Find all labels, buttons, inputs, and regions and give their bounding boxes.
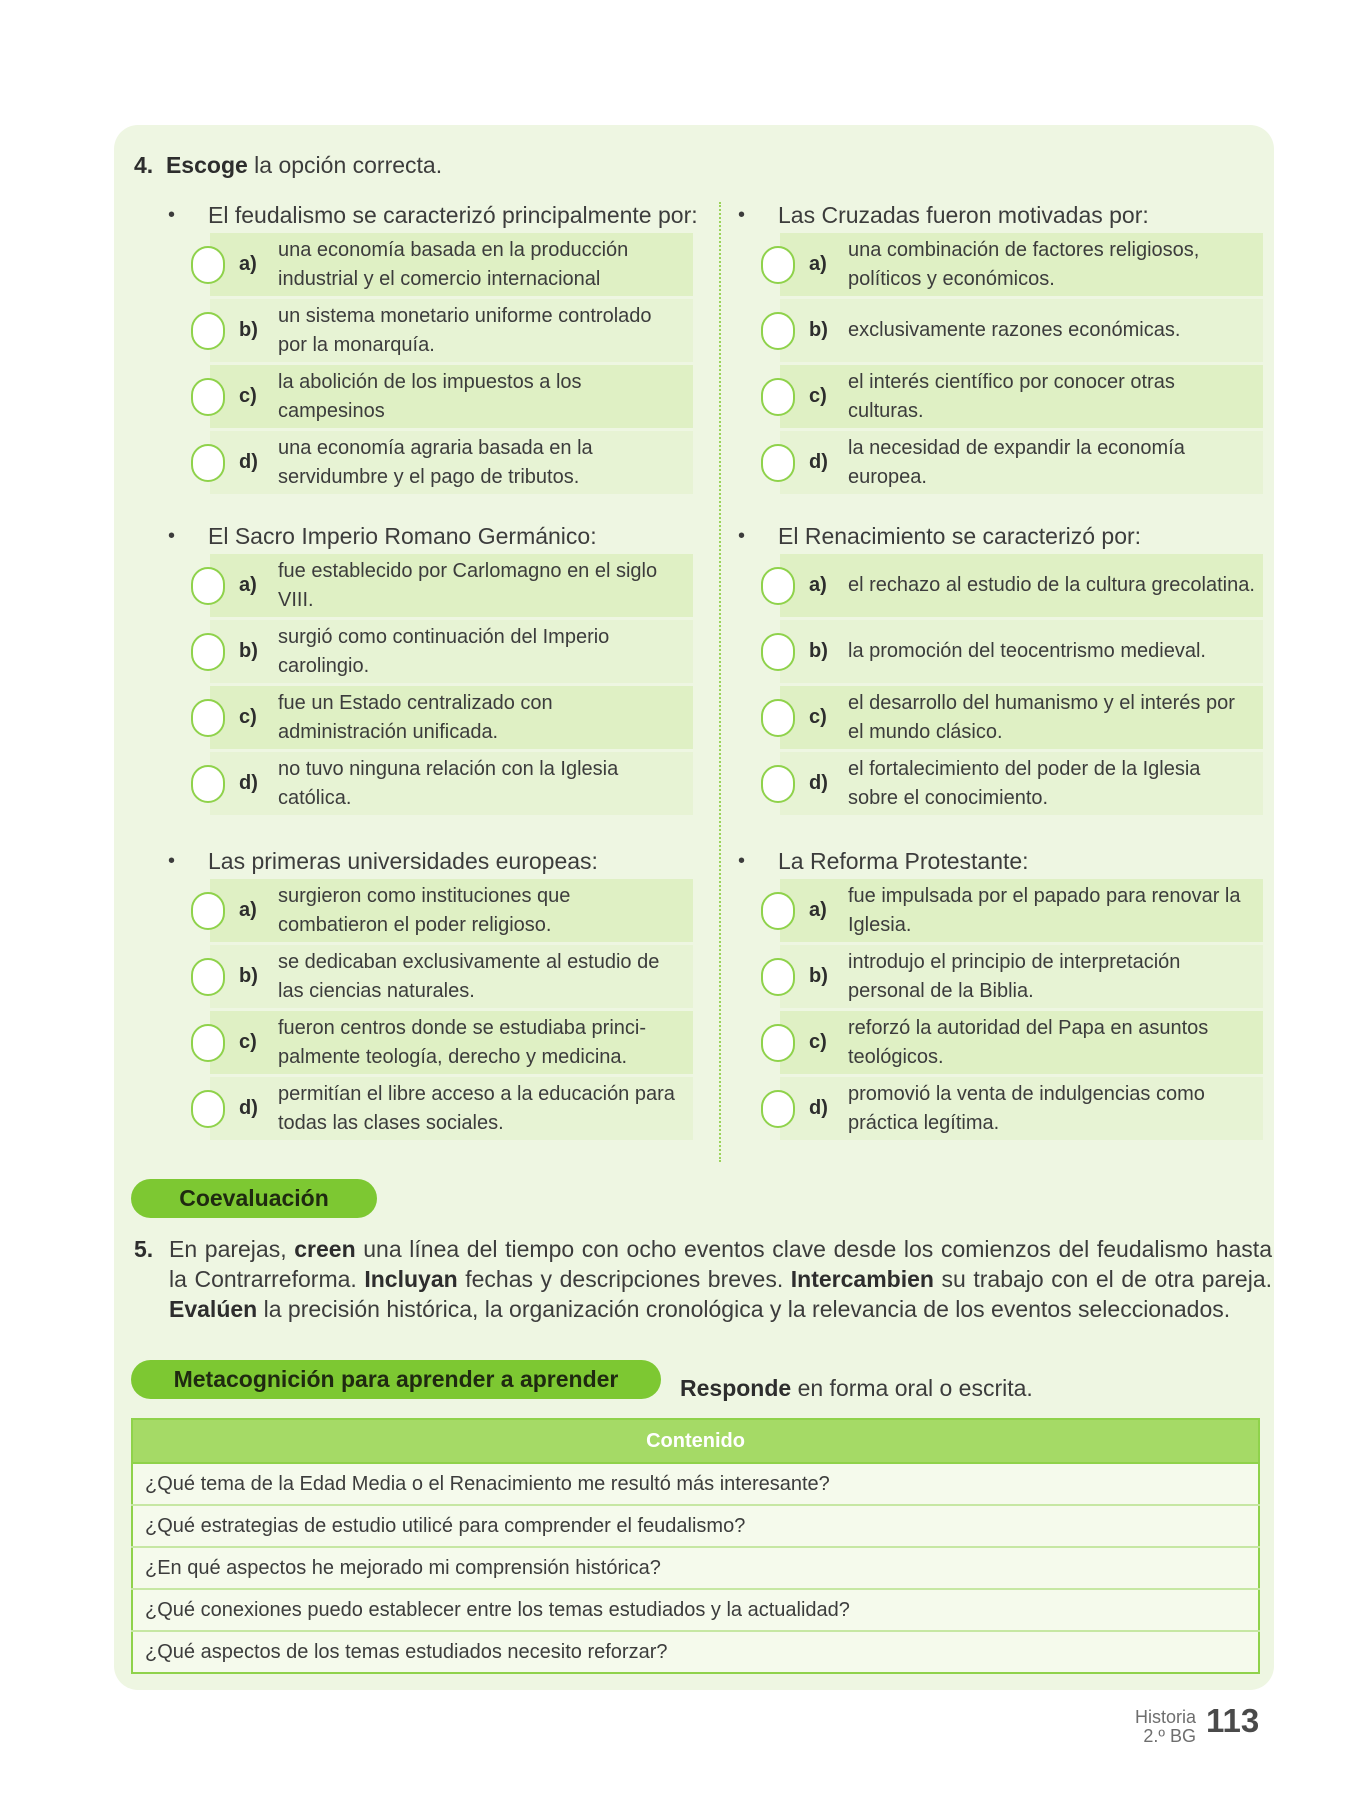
answer-checkbox[interactable] bbox=[761, 444, 795, 482]
question-stem-text: La Reforma Protestante: bbox=[778, 848, 1029, 874]
footer-subject bbox=[1135, 1708, 1196, 1746]
table-cell: ¿Qué conexiones puedo establecer entre los temas estudiados y la actualidad? bbox=[132, 1589, 1259, 1631]
metacognition-table bbox=[131, 1418, 1260, 1674]
question-stem-text: Las primeras universidades europeas: bbox=[208, 848, 598, 874]
option bbox=[780, 233, 1263, 296]
table-row bbox=[132, 1547, 1259, 1589]
bullet-icon: • bbox=[168, 850, 176, 872]
table-row bbox=[132, 1589, 1259, 1631]
option bbox=[780, 1077, 1263, 1140]
option-text: exclusivamente razones económicas. bbox=[848, 319, 1181, 341]
bullet-icon: • bbox=[738, 850, 746, 872]
option-letter: c) bbox=[809, 385, 827, 407]
option-letter: a) bbox=[809, 574, 827, 596]
option-text: una economía basada en la producción industrial y el comercio internacional bbox=[278, 238, 629, 290]
option-text: fue impulsada por el papado para renovar la Iglesia. bbox=[848, 884, 1241, 936]
answer-checkbox[interactable] bbox=[761, 892, 795, 930]
mc-question bbox=[733, 518, 1293, 818]
option bbox=[210, 879, 693, 942]
bold-verb: Incluyan bbox=[364, 1266, 458, 1292]
question-number: 4. bbox=[134, 152, 154, 178]
option-letter: a) bbox=[809, 899, 827, 921]
option-letter: d) bbox=[809, 1097, 828, 1119]
answer-checkbox[interactable] bbox=[761, 246, 795, 284]
option-text: una combinación de factores religiosos, políticos y económicos. bbox=[848, 238, 1200, 290]
mc-question bbox=[733, 197, 1293, 497]
answer-checkbox[interactable] bbox=[191, 1090, 225, 1128]
option-text: un sistema monetario uniforme controlado por la monarquía. bbox=[278, 304, 652, 356]
option-letter: b) bbox=[809, 319, 828, 341]
metacognicion-label: Metacognición para aprender a aprender bbox=[131, 1360, 661, 1399]
answer-checkbox[interactable] bbox=[191, 699, 225, 737]
option-letter: d) bbox=[239, 451, 258, 473]
option bbox=[210, 620, 693, 683]
instruction-verb: Escoge bbox=[165, 152, 248, 178]
option bbox=[780, 554, 1263, 617]
respond-instruction bbox=[680, 1375, 1033, 1402]
option-text: fue establecido por Carlomagno en el siglo VIII. bbox=[278, 559, 658, 611]
answer-checkbox[interactable] bbox=[191, 378, 225, 416]
option-text: el interés científico por conocer otras culturas. bbox=[848, 370, 1175, 422]
table-cell: ¿Qué tema de la Edad Media o el Renacimiento me resultó más interesante? bbox=[132, 1463, 1259, 1505]
option-letter: b) bbox=[239, 319, 258, 341]
table-cell: ¿En qué aspectos he mejorado mi comprensión histórica? bbox=[132, 1547, 1259, 1589]
answer-checkbox[interactable] bbox=[761, 1090, 795, 1128]
grade-label: 2.º BG bbox=[1143, 1726, 1196, 1746]
option-text: promovió la venta de indulgencias como práctica legítima. bbox=[848, 1082, 1205, 1134]
text-run: la precisión histórica, la organización cronológica y la relevancia de los eventos seleccionados. bbox=[257, 1296, 1231, 1322]
question-stem-text: El Sacro Imperio Romano Germánico: bbox=[208, 523, 597, 549]
option-letter: c) bbox=[809, 1031, 827, 1053]
bullet-icon: • bbox=[168, 204, 176, 226]
option bbox=[210, 1011, 693, 1074]
question-stem bbox=[733, 197, 1293, 233]
option bbox=[210, 233, 693, 296]
option-text: surgió como continuación del Imperio carolingio. bbox=[278, 625, 610, 677]
option-text: el desarrollo del humanismo y el interés por el mundo clásico. bbox=[848, 691, 1235, 743]
question-5 bbox=[134, 1234, 1272, 1324]
question-stem bbox=[163, 518, 723, 554]
mc-question bbox=[163, 518, 723, 818]
bullet-icon: • bbox=[738, 525, 746, 547]
option bbox=[780, 879, 1263, 942]
option bbox=[210, 1077, 693, 1140]
option bbox=[210, 686, 693, 749]
question-4-title bbox=[134, 152, 442, 179]
option-letter: b) bbox=[809, 965, 828, 987]
option bbox=[780, 945, 1263, 1008]
table-header-row bbox=[132, 1419, 1259, 1463]
option-text: permitían el libre acceso a la educación para todas las clases sociales. bbox=[278, 1082, 675, 1134]
subject-name: Historia bbox=[1134, 1707, 1196, 1727]
answer-checkbox[interactable] bbox=[191, 958, 225, 996]
table-header: Contenido bbox=[132, 1419, 1259, 1463]
bold-verb: Evalúen bbox=[169, 1296, 258, 1322]
option bbox=[780, 620, 1263, 683]
table-row bbox=[132, 1631, 1259, 1673]
question-stem bbox=[733, 843, 1293, 879]
option bbox=[780, 1011, 1263, 1074]
answer-checkbox[interactable] bbox=[761, 699, 795, 737]
answer-checkbox[interactable] bbox=[191, 246, 225, 284]
answer-checkbox[interactable] bbox=[761, 312, 795, 350]
option-text: el rechazo al estudio de la cultura grecolatina. bbox=[848, 574, 1255, 596]
option bbox=[780, 365, 1263, 428]
question-stem bbox=[733, 518, 1293, 554]
question-stem-text: El feudalismo se caracterizó principalmente por: bbox=[208, 202, 698, 228]
mc-question bbox=[733, 843, 1293, 1143]
answer-checkbox[interactable] bbox=[191, 633, 225, 671]
coevaluacion-label: Coevaluación bbox=[131, 1179, 377, 1218]
instruction-rest: la opción correcta. bbox=[247, 152, 443, 178]
option-text: la promoción del teocentrismo medieval. bbox=[848, 640, 1206, 662]
answer-checkbox[interactable] bbox=[761, 633, 795, 671]
option-text: la necesidad de expandir la economía europea. bbox=[848, 436, 1185, 488]
question-5-text bbox=[169, 1234, 1272, 1324]
option-text: surgieron como instituciones que combatieron el poder religioso. bbox=[278, 884, 571, 936]
option bbox=[210, 299, 693, 362]
answer-checkbox[interactable] bbox=[191, 312, 225, 350]
answer-checkbox[interactable] bbox=[761, 567, 795, 605]
option bbox=[210, 431, 693, 494]
option-letter: a) bbox=[239, 899, 257, 921]
option-text: introdujo el principio de interpretación personal de la Biblia. bbox=[848, 950, 1181, 1002]
option-text: reforzó la autoridad del Papa en asuntos teológicos. bbox=[848, 1016, 1209, 1068]
bold-verb: Responde bbox=[680, 1375, 792, 1401]
answer-checkbox[interactable] bbox=[191, 444, 225, 482]
bullet-icon: • bbox=[738, 204, 746, 226]
option-letter: a) bbox=[239, 253, 257, 275]
table-row bbox=[132, 1463, 1259, 1505]
table-row bbox=[132, 1505, 1259, 1547]
option-letter: c) bbox=[239, 1031, 257, 1053]
bullet-icon: • bbox=[168, 525, 176, 547]
option-text: la abolición de los impuestos a los campesinos bbox=[278, 370, 582, 422]
option-text: fueron centros donde se estudiaba princi-palmente teología, derecho y medicina. bbox=[278, 1016, 647, 1068]
text-run: fechas y descripciones breves. bbox=[457, 1266, 791, 1292]
option bbox=[780, 686, 1263, 749]
option bbox=[780, 299, 1263, 362]
option-letter: d) bbox=[239, 1097, 258, 1119]
answer-checkbox[interactable] bbox=[761, 958, 795, 996]
answer-checkbox[interactable] bbox=[191, 765, 225, 803]
option-letter: b) bbox=[239, 640, 258, 662]
text-run: su trabajo con el de otra pareja. bbox=[933, 1266, 1273, 1292]
answer-checkbox[interactable] bbox=[761, 1024, 795, 1062]
answer-checkbox[interactable] bbox=[761, 765, 795, 803]
option-text: no tuvo ninguna relación con la Iglesia católica. bbox=[278, 757, 619, 809]
option-letter: c) bbox=[239, 385, 257, 407]
question-stem-text: El Renacimiento se caracterizó por: bbox=[778, 523, 1142, 549]
question-stem-text: Las Cruzadas fueron motivadas por: bbox=[778, 202, 1149, 228]
bold-verb: Intercambien bbox=[790, 1266, 934, 1292]
option-letter: b) bbox=[239, 965, 258, 987]
option-text: se dedicaban exclusivamente al estudio de las ciencias naturales. bbox=[278, 950, 660, 1002]
page-number: 113 bbox=[1206, 1702, 1260, 1739]
option-text: el fortalecimiento del poder de la Iglesia sobre el conocimiento. bbox=[848, 757, 1201, 809]
option bbox=[210, 554, 693, 617]
option-letter: d) bbox=[809, 772, 828, 794]
option bbox=[780, 431, 1263, 494]
text-run: en forma oral o escrita. bbox=[791, 1375, 1033, 1401]
mc-question bbox=[163, 843, 723, 1143]
bold-verb: creen bbox=[294, 1236, 356, 1262]
option-text: una economía agraria basada en la servidumbre y el pago de tributos. bbox=[278, 436, 593, 488]
answer-checkbox[interactable] bbox=[191, 1024, 225, 1062]
option-letter: c) bbox=[809, 706, 827, 728]
option bbox=[780, 752, 1263, 815]
option-letter: d) bbox=[239, 772, 258, 794]
answer-checkbox[interactable] bbox=[191, 892, 225, 930]
option bbox=[210, 752, 693, 815]
text-run: una línea del tiempo con ocho eventos clave desde los comienzos del feudalismo hasta la Contrarreforma. bbox=[169, 1236, 1272, 1292]
option bbox=[210, 945, 693, 1008]
table-cell: ¿Qué aspectos de los temas estudiados necesito reforzar? bbox=[132, 1631, 1259, 1673]
question-stem bbox=[163, 197, 723, 233]
text-run: En parejas, bbox=[169, 1236, 295, 1262]
option bbox=[210, 365, 693, 428]
option-text: fue un Estado centralizado con administración unificada. bbox=[278, 691, 553, 743]
option-letter: a) bbox=[809, 253, 827, 275]
answer-checkbox[interactable] bbox=[761, 378, 795, 416]
question-stem bbox=[163, 843, 723, 879]
table-cell: ¿Qué estrategias de estudio utilicé para comprender el feudalismo? bbox=[132, 1505, 1259, 1547]
option-letter: d) bbox=[809, 451, 828, 473]
option-letter: c) bbox=[239, 706, 257, 728]
answer-checkbox[interactable] bbox=[191, 567, 225, 605]
option-letter: a) bbox=[239, 574, 257, 596]
mc-question bbox=[163, 197, 723, 497]
option-letter: b) bbox=[809, 640, 828, 662]
question-number: 5. bbox=[134, 1236, 154, 1262]
